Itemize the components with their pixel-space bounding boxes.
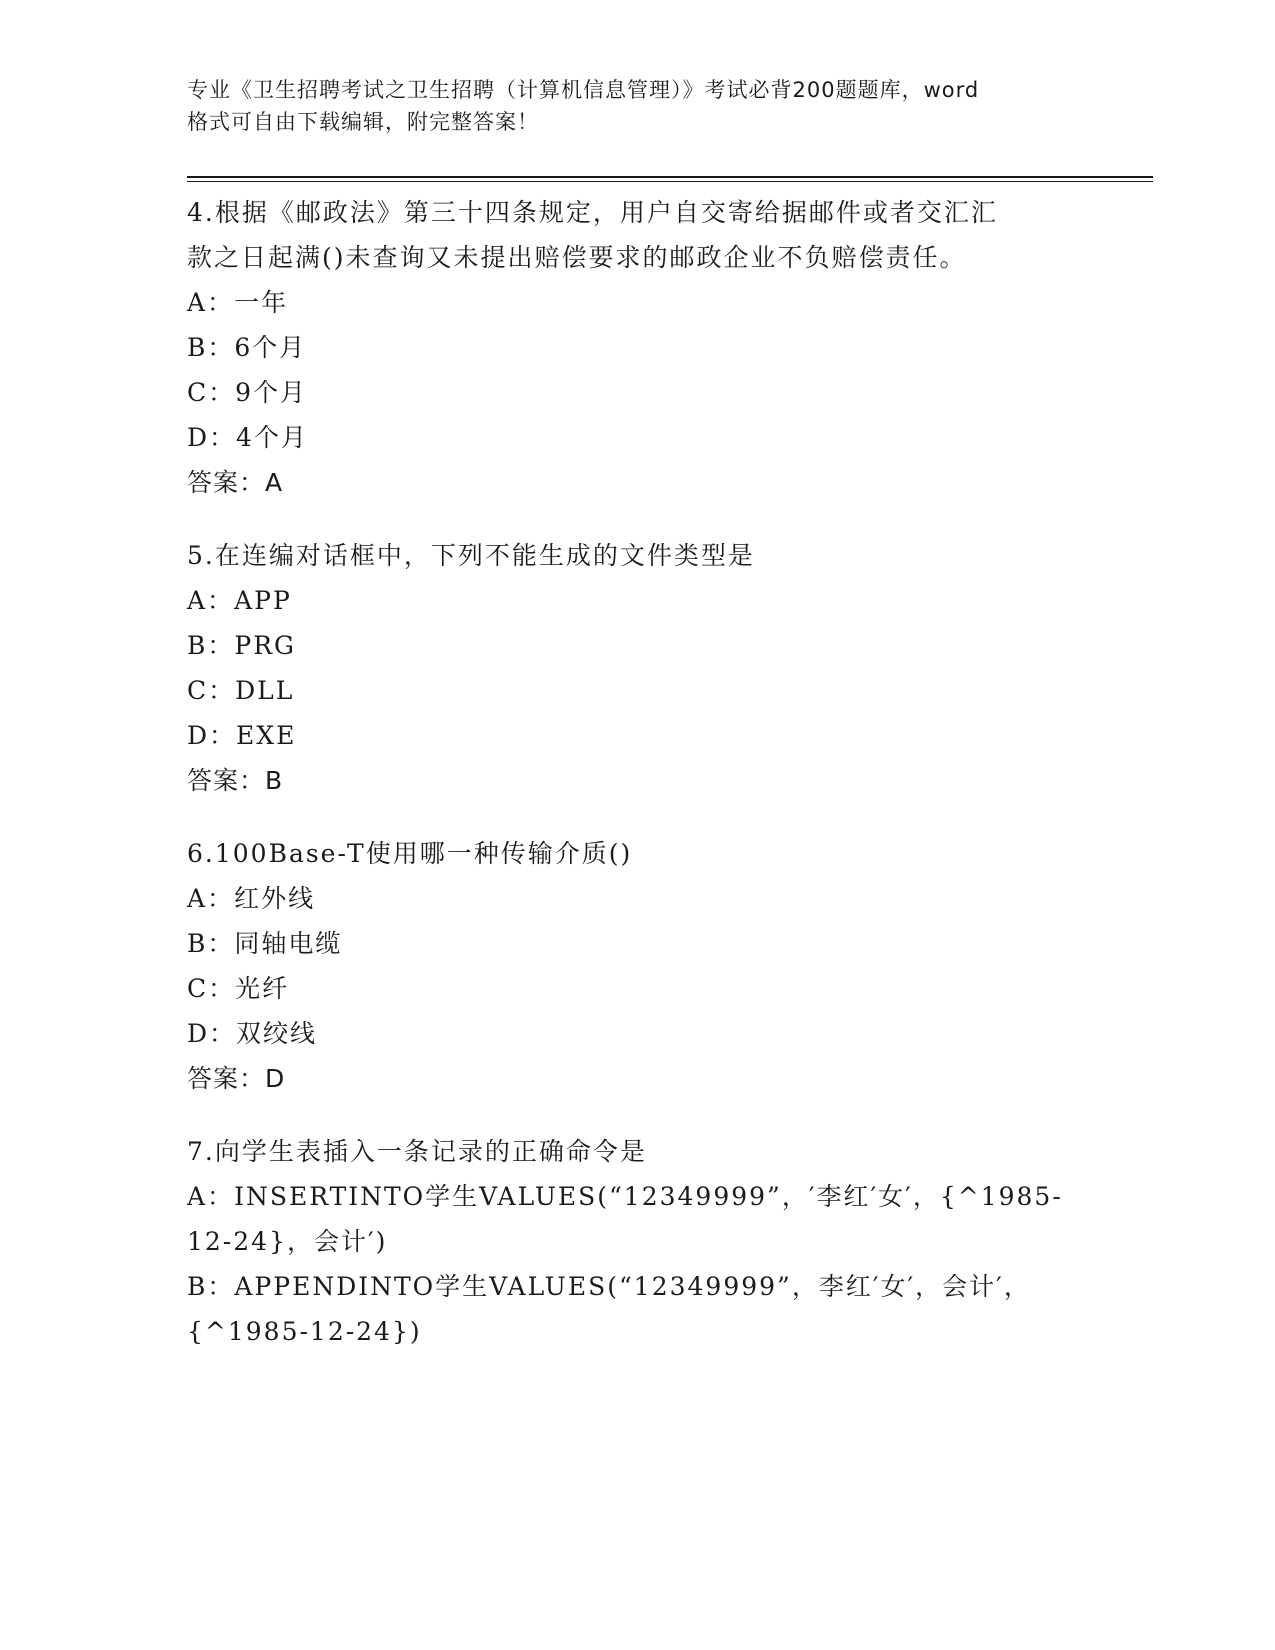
option-label: A： <box>187 884 235 913</box>
option-label: A： <box>187 1182 235 1211</box>
question-text-line: 6.100Base-T使用哪一种传输介质() <box>187 839 633 868</box>
option-b <box>187 325 1087 370</box>
question-5 <box>187 533 1087 803</box>
question-4 <box>187 190 1087 505</box>
header-divider-thick <box>187 176 1153 178</box>
question-text-line: 5.在连编对话框中，下列不能生成的文件类型是 <box>187 541 755 570</box>
option-label: B： <box>187 1272 235 1301</box>
option-text: DLL <box>235 676 295 705</box>
option-text: 同轴电缆 <box>234 929 343 958</box>
option-a <box>187 1174 1087 1219</box>
option-text: 9个月 <box>235 378 308 407</box>
option-d <box>187 415 1087 460</box>
option-label: A： <box>187 288 235 317</box>
option-c <box>187 370 1087 415</box>
option-c <box>187 668 1087 713</box>
question-7 <box>187 1129 1087 1354</box>
option-b-continued: {^1985-12-24}) <box>187 1317 422 1346</box>
option-label: B： <box>187 333 235 362</box>
option-text: 红外线 <box>234 884 316 913</box>
option-text: INSERTINTO学生VALUES(“12349999”，′李红′女′，{^1985- <box>234 1182 1063 1211</box>
option-label: C： <box>187 378 236 407</box>
option-text: EXE <box>236 721 297 750</box>
option-a <box>187 280 1087 325</box>
option-b <box>187 921 1087 966</box>
question-list <box>187 190 1087 1382</box>
option-text: 光纤 <box>235 974 290 1003</box>
option-label: D： <box>187 423 237 452</box>
option-label: B： <box>187 929 235 958</box>
option-text: 一年 <box>234 288 289 317</box>
header-line-1: 专业《卫生招聘考试之卫生招聘（计算机信息管理）》考试必背200题题库，word <box>187 78 980 102</box>
option-d <box>187 713 1087 758</box>
answer-line: 答案：B <box>187 766 284 795</box>
option-b <box>187 1264 1087 1309</box>
option-a <box>187 578 1087 623</box>
option-text: 双绞线 <box>236 1019 318 1048</box>
option-d <box>187 1011 1087 1056</box>
question-text-line: 款之日起满()未查询又未提出赔偿要求的邮政企业不负赔偿责任。 <box>187 243 967 272</box>
document-header <box>187 74 1087 138</box>
option-text: 4个月 <box>236 423 308 452</box>
option-a <box>187 876 1087 921</box>
option-b <box>187 623 1087 668</box>
option-label: C： <box>187 676 236 705</box>
header-divider-thin <box>187 181 1153 182</box>
option-label: A： <box>187 586 235 615</box>
option-label: C： <box>187 974 236 1003</box>
option-label: B： <box>187 631 235 660</box>
header-line-2: 格式可自由下载编辑，附完整答案！ <box>187 110 539 134</box>
option-text: 6个月 <box>234 333 307 362</box>
option-text: APPENDINTO学生VALUES(“12349999”，李红′女′，会计′， <box>234 1272 1031 1301</box>
question-6 <box>187 831 1087 1101</box>
question-text-line: 4.根据《邮政法》第三十四条规定，用户自交寄给据邮件或者交汇汇 <box>187 198 998 227</box>
option-text: APP <box>234 586 292 615</box>
option-label: D： <box>187 1019 237 1048</box>
option-label: D： <box>187 721 237 750</box>
option-a-continued: 12-24}，会计′) <box>187 1227 388 1256</box>
answer-line: 答案：A <box>187 468 284 497</box>
question-text-line: 7.向学生表插入一条记录的正确命令是 <box>187 1137 647 1166</box>
option-text: PRG <box>234 631 296 660</box>
answer-line: 答案：D <box>187 1064 286 1093</box>
option-c <box>187 966 1087 1011</box>
